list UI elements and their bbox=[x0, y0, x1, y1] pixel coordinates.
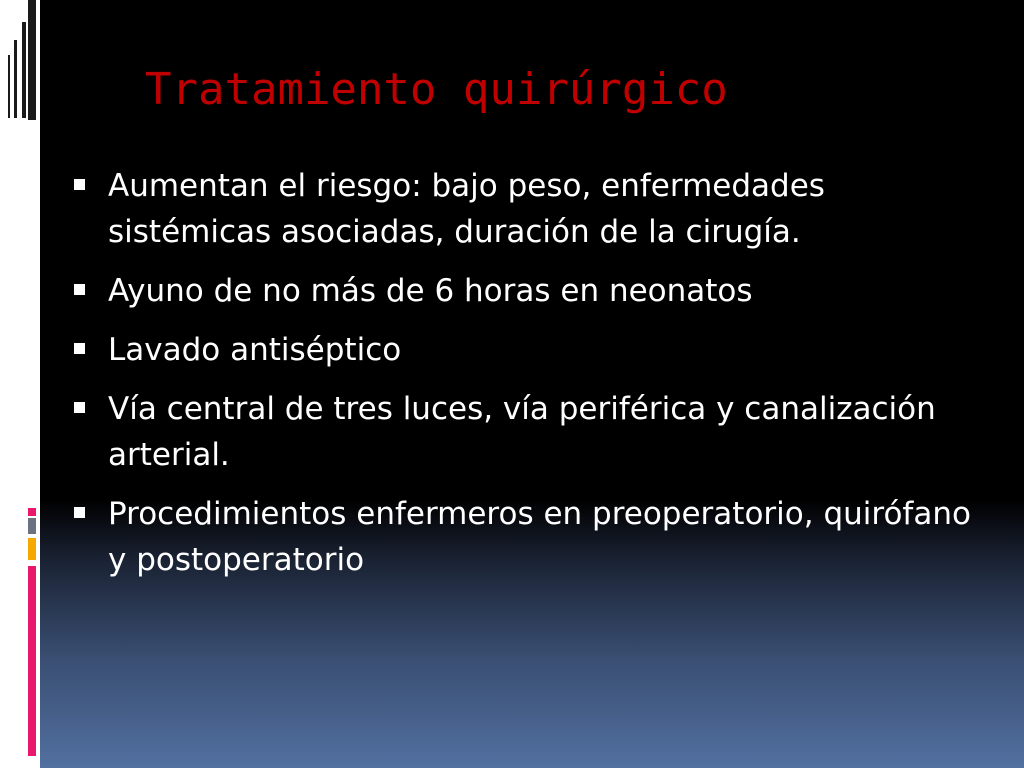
square-bullet-icon bbox=[74, 284, 85, 295]
bullet-text: Lavado antiséptico bbox=[108, 332, 402, 368]
decorative-bar bbox=[28, 538, 36, 560]
square-bullet-icon bbox=[74, 402, 85, 413]
bullet-text: Ayuno de no más de 6 horas en neonatos bbox=[108, 273, 753, 309]
square-bullet-icon bbox=[74, 179, 85, 190]
square-bullet-icon bbox=[74, 343, 85, 354]
left-decorative-strip bbox=[0, 0, 40, 768]
decorative-bar bbox=[8, 55, 10, 118]
bullet-item bbox=[72, 327, 972, 373]
decorative-bar bbox=[22, 22, 26, 118]
decorative-bar bbox=[28, 508, 36, 516]
bullet-text: Procedimientos enfermeros en preoperatorio, quirófano y postoperatorio bbox=[108, 496, 971, 578]
slide-title: Tratamiento quirúrgico bbox=[145, 64, 728, 115]
bullet-item bbox=[72, 386, 972, 478]
decorative-bar bbox=[28, 0, 36, 120]
bullet-list bbox=[72, 163, 972, 596]
decorative-bar bbox=[14, 40, 17, 118]
bullet-text: Vía central de tres luces, vía periférica y canalización arterial. bbox=[108, 391, 936, 473]
decorative-bar bbox=[28, 518, 36, 534]
bullet-item bbox=[72, 163, 972, 255]
bullet-item bbox=[72, 268, 972, 314]
bullet-text: Aumentan el riesgo: bajo peso, enfermedades sistémicas asociadas, duración de la cirugía. bbox=[108, 168, 825, 250]
square-bullet-icon bbox=[74, 507, 85, 518]
bullet-item bbox=[72, 491, 972, 583]
decorative-bar bbox=[28, 566, 36, 756]
